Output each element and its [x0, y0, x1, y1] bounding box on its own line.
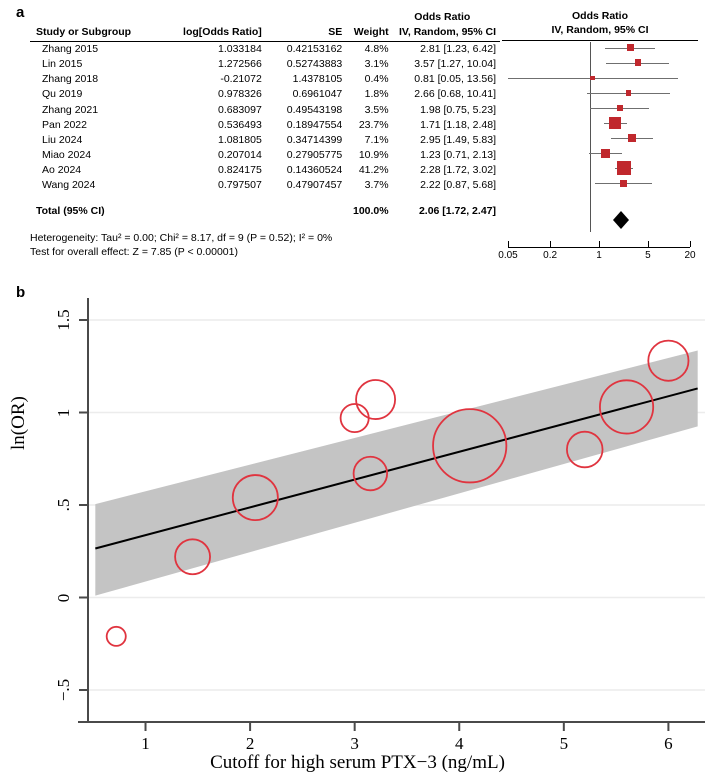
- cell-total-odds-ratio: 2.06 [1.72, 2.47]: [418, 205, 496, 218]
- cell-log-odds-ratio: 0.978326: [218, 88, 262, 101]
- cell-log-odds-ratio: 1.081805: [218, 133, 262, 146]
- cell-se: 0.6961047: [292, 88, 343, 101]
- cell-study: Zhang 2015: [42, 43, 99, 56]
- x-tick-label: 6: [664, 734, 673, 753]
- cell-odds-ratio-ci: 0.81 [0.05, 13.56]: [414, 73, 496, 86]
- cell-log-odds-ratio: 1.272566: [218, 58, 262, 71]
- table-row: [30, 163, 500, 178]
- cell-weight: 3.5%: [364, 103, 389, 116]
- y-tick-label: −.5: [54, 678, 73, 702]
- forest-plot-table: [30, 10, 500, 219]
- x-tick-label: 1: [141, 734, 150, 753]
- cell-se: 1.4378105: [292, 73, 343, 86]
- total-effect-diamond-top: [613, 211, 629, 220]
- cell-study: Wang 2024: [42, 179, 96, 192]
- study-effect-marker: [626, 90, 632, 96]
- y-tick-label: 0: [54, 593, 73, 602]
- cell-study: Miao 2024: [42, 148, 92, 161]
- cell-se: 0.47907457: [286, 179, 343, 192]
- cell-odds-ratio-ci: 2.95 [1.49, 5.83]: [420, 133, 496, 146]
- cell-weight: 23.7%: [358, 118, 389, 131]
- graph-title-sub: IV, Random, 95% CI: [551, 24, 649, 36]
- cell-weight: 3.1%: [364, 58, 389, 71]
- cell-weight: 7.1%: [364, 133, 389, 146]
- x-tick-label: 4: [454, 734, 464, 753]
- cell-weight: 0.4%: [364, 73, 389, 86]
- cell-odds-ratio-ci: 2.22 [0.87, 5.68]: [420, 179, 496, 192]
- header-spacer: [342, 10, 388, 25]
- header-study: Study or Subgroup: [30, 25, 174, 42]
- header-weight: Weight: [342, 25, 388, 42]
- graph-title-top: Odds Ratio: [571, 10, 628, 22]
- cell-se: 0.27905775: [286, 148, 343, 161]
- study-effect-marker: [635, 59, 641, 65]
- x-tick-label: 5: [559, 734, 569, 753]
- table-header-row: [30, 25, 500, 42]
- cell-weight: 4.8%: [364, 43, 389, 56]
- study-effect-marker: [617, 161, 631, 175]
- forest-plot-graph: [500, 10, 700, 270]
- study-effect-marker: [627, 44, 634, 51]
- cell-log-odds-ratio: 0.683097: [218, 103, 262, 116]
- cell-log-odds-ratio: 0.207014: [218, 148, 262, 161]
- bubble-plot-panel: [0, 275, 715, 783]
- cell-se: 0.42153162: [286, 43, 343, 56]
- cell-odds-ratio-ci: 3.57 [1.27, 10.04]: [414, 58, 496, 71]
- cell-odds-ratio-ci: 2.28 [1.72, 3.02]: [420, 163, 496, 176]
- bubble-plot-svg: [0, 275, 715, 783]
- y-tick-label: 1.5: [54, 309, 73, 331]
- bubble-marker: [107, 627, 126, 646]
- axis-tick: [508, 241, 509, 247]
- table-row: [30, 148, 500, 163]
- panel-b-label: b: [16, 284, 26, 301]
- null-effect-line: [590, 42, 591, 232]
- cell-weight: 1.8%: [364, 88, 389, 101]
- study-effect-marker: [620, 180, 627, 187]
- x-tick-label: 3: [350, 734, 359, 753]
- total-effect-diamond-bottom: [613, 220, 629, 229]
- cell-se: 0.49543198: [286, 103, 343, 116]
- x-axis-title: Cutoff for high serum PTX−3 (ng/mL): [210, 752, 505, 773]
- cell-study: Qu 2019: [42, 88, 83, 101]
- header-odds-ratio-title: Odds Ratio: [414, 11, 471, 23]
- study-effect-marker: [617, 105, 623, 111]
- y-axis-title: ln(OR): [8, 396, 29, 450]
- cell-log-odds-ratio: 0.536493: [218, 118, 262, 131]
- x-tick-label: 2: [245, 734, 255, 753]
- cell-log-odds-ratio: 0.824175: [218, 163, 262, 176]
- cell-total-weight: 100.0%: [352, 205, 389, 218]
- axis-tick: [550, 241, 551, 247]
- y-tick-label: 1: [54, 408, 73, 417]
- study-effect-marker: [590, 76, 594, 80]
- header-spacer: [174, 10, 261, 25]
- bubble-marker: [341, 404, 369, 432]
- cell-odds-ratio-ci: 2.66 [0.68, 10.41]: [414, 88, 496, 101]
- header-log-odds-ratio: log[Odds Ratio]: [174, 25, 261, 42]
- table-row: [30, 57, 500, 72]
- cell-odds-ratio-ci: 1.98 [0.75, 5.23]: [420, 103, 496, 116]
- axis-tick-label: 20: [684, 250, 696, 261]
- cell-log-odds-ratio: 0.797507: [218, 179, 262, 192]
- table-row: [30, 72, 500, 87]
- cell-total-blank2: [262, 193, 342, 219]
- forest-axis-line: [508, 247, 690, 248]
- study-effect-marker: [601, 149, 610, 158]
- cell-odds-ratio-ci: 1.23 [0.71, 2.13]: [420, 148, 496, 161]
- cell-study: Lin 2015: [42, 58, 83, 71]
- axis-tick: [690, 241, 691, 247]
- header-se: SE: [262, 25, 342, 42]
- study-effect-marker: [628, 134, 636, 142]
- axis-tick-label: 1: [596, 250, 602, 261]
- overall-effect-note: Test for overall effect: Z = 7.85 (P < 0.00001): [30, 246, 238, 258]
- axis-tick-label: 5: [645, 250, 651, 261]
- cell-total-blank1: [174, 193, 261, 219]
- cell-log-odds-ratio: 1.033184: [218, 43, 262, 56]
- header-spacer: [262, 10, 342, 25]
- table-row: [30, 42, 500, 58]
- cell-weight: 3.7%: [364, 179, 389, 192]
- cell-odds-ratio-ci: 2.81 [1.23, 6.42]: [420, 43, 496, 56]
- heterogeneity-note: Heterogeneity: Tau² = 0.00; Chi² = 8.17, df = 9 (P = 0.52); I² = 0%: [30, 232, 333, 244]
- cell-study: Pan 2022: [42, 118, 87, 131]
- table-row: [30, 103, 500, 118]
- axis-tick-label: 0.2: [543, 250, 558, 261]
- cell-study: Zhang 2021: [42, 103, 99, 116]
- cell-log-odds-ratio: -0.21072: [220, 73, 262, 86]
- cell-se: 0.52743883: [286, 58, 343, 71]
- cell-se: 0.34714399: [286, 133, 343, 146]
- cell-weight: 10.9%: [358, 148, 389, 161]
- table-row: [30, 133, 500, 148]
- cell-weight: 41.2%: [358, 163, 389, 176]
- forest-plot-panel: [0, 0, 715, 275]
- axis-tick: [648, 241, 649, 247]
- table-row: [30, 178, 500, 193]
- cell-se: 0.18947554: [286, 118, 343, 131]
- table-row: [30, 87, 500, 102]
- table-row: [30, 118, 500, 133]
- header-odds-ratio-ci: IV, Random, 95% CI: [389, 25, 500, 42]
- graph-header-rule: [502, 40, 698, 41]
- cell-odds-ratio-ci: 1.71 [1.18, 2.48]: [420, 118, 496, 131]
- axis-tick: [599, 241, 600, 247]
- panel-a-label: a: [16, 4, 25, 21]
- study-effect-marker: [609, 117, 621, 129]
- cell-study: Ao 2024: [42, 163, 82, 176]
- cell-se: 0.14360524: [286, 163, 343, 176]
- cell-study: Zhang 2018: [42, 73, 99, 86]
- table-total-row: [30, 193, 500, 219]
- cell-study: Liu 2024: [42, 133, 83, 146]
- axis-tick-label: 0.05: [498, 250, 518, 261]
- cell-total-label: Total (95% CI): [36, 205, 105, 218]
- header-spacer: [30, 10, 174, 25]
- y-tick-label: .5: [54, 498, 73, 512]
- table-header-top: [30, 10, 500, 25]
